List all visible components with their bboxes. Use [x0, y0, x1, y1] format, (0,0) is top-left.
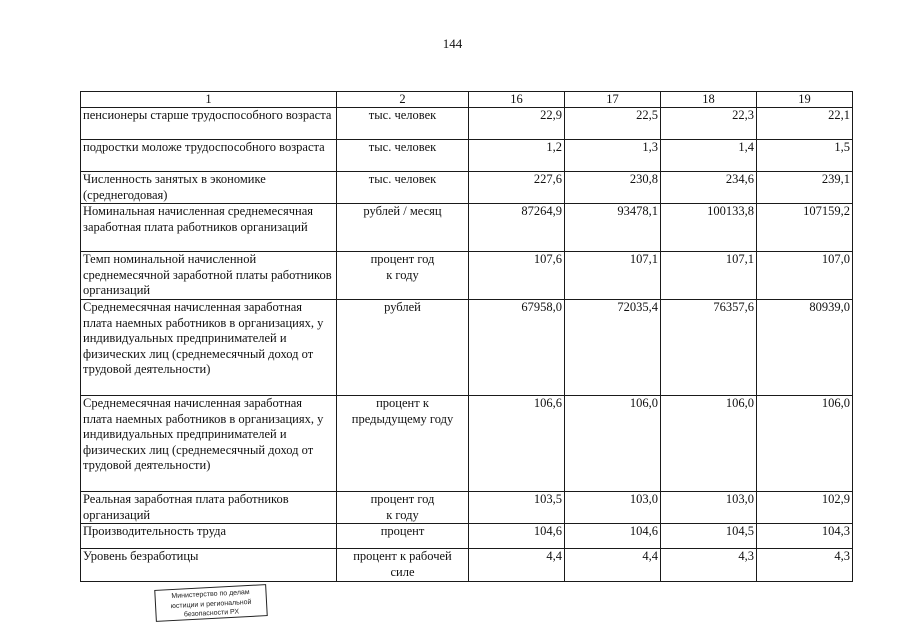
value-17: 104,6: [565, 524, 661, 549]
value-16: 1,2: [469, 140, 565, 172]
indicator-name: Уровень безработицы: [81, 549, 337, 582]
value-19: 107159,2: [757, 204, 853, 252]
indicator-unit: тыс. человек: [337, 140, 469, 172]
value-18: 22,3: [661, 108, 757, 140]
value-17: 1,3: [565, 140, 661, 172]
indicator-unit: процент: [337, 524, 469, 549]
indicator-unit: рублей: [337, 300, 469, 396]
value-17: 103,0: [565, 492, 661, 524]
table-row: [81, 108, 853, 140]
header-col-4: 17: [565, 92, 661, 108]
value-19: 104,3: [757, 524, 853, 549]
stamp-line: безопасности РХ: [183, 608, 240, 619]
indicator-unit: процент год к году: [337, 492, 469, 524]
value-16: 106,6: [469, 396, 565, 492]
value-16: 4,4: [469, 549, 565, 582]
value-18: 4,3: [661, 549, 757, 582]
value-17: 4,4: [565, 549, 661, 582]
value-18: 106,0: [661, 396, 757, 492]
value-18: 104,5: [661, 524, 757, 549]
indicator-unit: процент к рабочей силе: [337, 549, 469, 582]
indicator-name: Темп номинальной начисленной среднемесячной заработной платы работников организаций: [81, 252, 337, 300]
value-16: 87264,9: [469, 204, 565, 252]
value-17: 107,1: [565, 252, 661, 300]
value-18: 234,6: [661, 172, 757, 204]
table-header-row: [81, 92, 853, 108]
table-row: [81, 396, 853, 492]
header-col-5: 18: [661, 92, 757, 108]
indicator-name: подростки моложе трудоспособного возраста: [81, 140, 337, 172]
value-17: 72035,4: [565, 300, 661, 396]
indicator-name: Реальная заработная плата работников организаций: [81, 492, 337, 524]
value-16: 22,9: [469, 108, 565, 140]
header-col-1: 1: [81, 92, 337, 108]
header-col-6: 19: [757, 92, 853, 108]
value-19: 1,5: [757, 140, 853, 172]
indicator-unit: тыс. человек: [337, 172, 469, 204]
value-18: 1,4: [661, 140, 757, 172]
value-16: 104,6: [469, 524, 565, 549]
value-16: 227,6: [469, 172, 565, 204]
value-16: 103,5: [469, 492, 565, 524]
indicator-unit: рублей / месяц: [337, 204, 469, 252]
value-18: 100133,8: [661, 204, 757, 252]
table-row: [81, 549, 853, 582]
table-row: [81, 300, 853, 396]
indicator-name: Численность занятых в экономике (среднегодовая): [81, 172, 337, 204]
value-17: 106,0: [565, 396, 661, 492]
page-number: 144: [442, 36, 463, 51]
value-17: 93478,1: [565, 204, 661, 252]
indicator-name: Производительность труда: [81, 524, 337, 549]
indicator-name: Среднемесячная начисленная заработная плата наемных работников в организациях, у индивидуальных предпринимателей и физических лиц (среднемесячный доход от трудовой деятельности): [81, 300, 337, 396]
indicator-name: пенсионеры старше трудоспособного возраста: [81, 108, 337, 140]
value-19: 102,9: [757, 492, 853, 524]
value-17: 230,8: [565, 172, 661, 204]
value-17: 22,5: [565, 108, 661, 140]
value-19: 80939,0: [757, 300, 853, 396]
value-18: 103,0: [661, 492, 757, 524]
value-19: 4,3: [757, 549, 853, 582]
value-16: 67958,0: [469, 300, 565, 396]
table-row: [81, 140, 853, 172]
indicator-name: Номинальная начисленная среднемесячная заработная плата работников организаций: [81, 204, 337, 252]
table-row: [81, 492, 853, 524]
value-19: 106,0: [757, 396, 853, 492]
value-19: 239,1: [757, 172, 853, 204]
indicator-name: Среднемесячная начисленная заработная плата наемных работников в организациях, у индивидуальных предпринимателей и физических лиц (среднемесячный доход от трудовой деятельности): [81, 396, 337, 492]
indicator-unit: процент к предыдущему году: [337, 396, 469, 492]
table-row: [81, 252, 853, 300]
ministry-stamp: [154, 584, 268, 622]
table-row: [81, 204, 853, 252]
value-18: 76357,6: [661, 300, 757, 396]
indicators-table: [80, 91, 853, 582]
indicator-unit: тыс. человек: [337, 108, 469, 140]
value-19: 107,0: [757, 252, 853, 300]
header-col-2: 2: [337, 92, 469, 108]
value-18: 107,1: [661, 252, 757, 300]
stamp-line: юстиции и региональной: [170, 598, 252, 610]
stamp-line: Министерство по делам: [171, 588, 250, 601]
indicator-unit: процент год к году: [337, 252, 469, 300]
table-row: [81, 524, 853, 549]
value-16: 107,6: [469, 252, 565, 300]
table-row: [81, 172, 853, 204]
header-col-3: 16: [469, 92, 565, 108]
value-19: 22,1: [757, 108, 853, 140]
